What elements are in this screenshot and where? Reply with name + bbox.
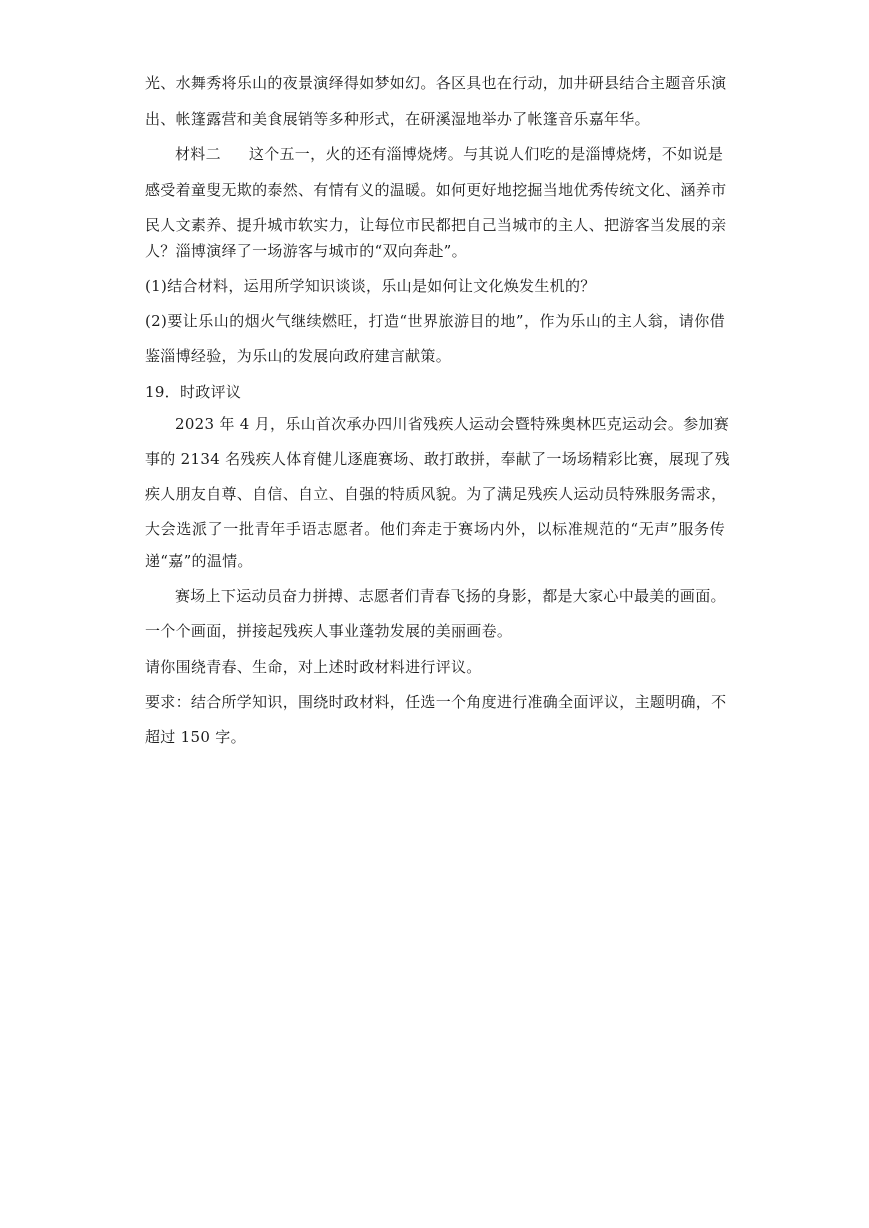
- paragraph-line: 人？淄博演绎了一场游客与城市的“双向奔赴”。: [145, 242, 467, 260]
- requirement-line: 超过 150 字。: [145, 728, 246, 746]
- paragraph-line: 民人文素养、提升城市软实力，让每位市民都把自己当城市的主人、把游客当发展的亲: [145, 216, 727, 234]
- paragraph-line: 递“嘉”的温情。: [145, 552, 253, 570]
- material-two-line: [175, 144, 725, 164]
- paragraph-line: 疾人朋友自尊、自信、自立、自强的特质风貌。为了满足残疾人运动员特殊服务需求，: [145, 485, 727, 503]
- section-heading: 19．时政评议: [145, 383, 242, 401]
- paragraph-text: 这个五一，火的还有淄博烧烤。与其说人们吃的是淄博烧烤，不如说是: [248, 145, 724, 163]
- instruction-line: 请你围绕青春、生命，对上述时政材料进行评议。: [145, 658, 482, 676]
- paragraph-line: 事的 2134 名残疾人体育健儿逐鹿赛场、敢打敢拼，奉献了一场场精彩比赛，展现了残: [145, 450, 731, 468]
- paragraph-line: 大会选派了一批青年手语志愿者。他们奔走于赛场内外，以标准规范的“无声”服务传: [145, 520, 725, 538]
- requirement-line: 要求：结合所学知识，围绕时政材料，任选一个角度进行准确全面评议，主题明确，不: [145, 693, 727, 711]
- question-2-cont: 鉴淄博经验，为乐山的发展向政府建言献策。: [145, 347, 452, 365]
- paragraph-line: 2023 年 4 月，乐山首次承办四川省残疾人运动会暨特殊奥林匹克运动会。参加赛: [175, 415, 730, 433]
- paragraph-line: 出、帐篷露营和美食展销等多种形式，在研溪湿地举办了帐篷音乐嘉年华。: [145, 110, 650, 128]
- material-label: 材料二: [175, 145, 221, 163]
- paragraph-line: 一个个画面，拼接起残疾人事业蓬勃发展的美丽画卷。: [145, 622, 513, 640]
- question-1: (1)结合材料，运用所学知识谈谈，乐山是如何让文化焕发生机的？: [145, 277, 596, 295]
- paragraph-line: 感受着童叟无欺的泰然、有情有义的温暖。如何更好地挖掘当地优秀传统文化、涵养市: [145, 181, 727, 199]
- question-2: (2)要让乐山的烟火气继续燃旺，打造“世界旅游目的地”，作为乐山的主人翁，请你借: [145, 312, 725, 330]
- paragraph-line: 赛场上下运动员奋力拼搏、志愿者们青春飞扬的身影，都是大家心中最美的画面。: [175, 587, 726, 605]
- paragraph-line: 光、水舞秀将乐山的夜景演绎得如梦如幻。各区具也在行动，加井研县结合主题音乐演: [145, 74, 727, 92]
